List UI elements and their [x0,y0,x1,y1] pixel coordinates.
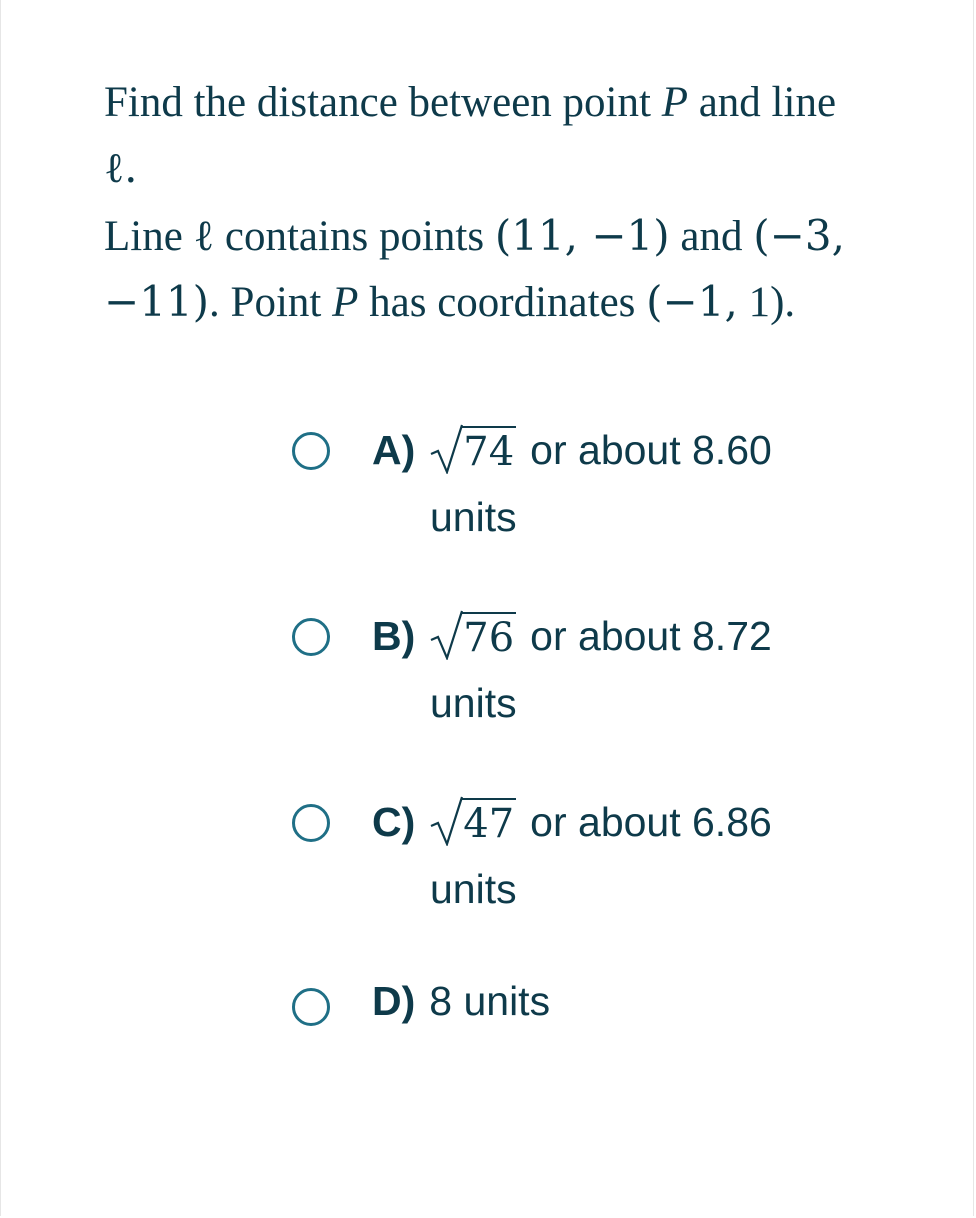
sqrt-expression [429,796,516,846]
choice-letter: A) [372,427,416,473]
question-text [104,70,904,335]
choice-text: or about 8.72 [530,613,772,659]
choice-text: or about 6.86 [530,799,772,845]
point-p-var: P [332,279,359,326]
question-text-part: Find the distance between point [104,79,662,126]
radicand: 74 [461,426,516,474]
question-line-3 [104,203,904,269]
choice-unit: units [430,494,517,540]
choice-unit: units [430,866,517,912]
choice-letter: B) [372,613,416,659]
radicand: 76 [461,612,516,660]
sqrt-icon [429,796,463,846]
sqrt-expression [429,610,516,660]
radio-button[interactable] [292,804,330,842]
sqrt-icon [429,610,463,660]
sqrt-icon [429,424,463,474]
point-p-coordinates-end: 1). [737,279,796,326]
choice-letter: D) [372,978,416,1024]
question-line-4 [104,269,904,335]
radio-button[interactable] [292,432,330,470]
choice-unit: units [430,680,517,726]
point-coordinates-1: (11, −1) [494,211,670,260]
point-p-coordinates: (−1, [646,277,738,326]
question-text-part: and line [687,79,837,126]
radio-button[interactable] [292,618,330,656]
choice-b-line [372,610,772,660]
question-line-2 [104,135,904,201]
choice-text: 8 units [429,978,551,1024]
radio-button[interactable] [292,988,330,1026]
choice-d-line [372,978,550,1025]
choice-a-line [372,424,772,474]
line-l-symbol: ℓ. [104,143,138,192]
choice-letter: C) [372,799,416,845]
question-text-part: has coordinates [358,279,647,326]
point-coordinates-2-end: −11) [104,277,210,326]
point-coordinates-2: (−3, [753,211,845,260]
radicand: 47 [461,798,516,846]
question-text-part: and [669,213,754,260]
sqrt-expression [429,424,516,474]
question-line-1 [104,70,904,135]
point-p-var: P [661,79,688,126]
choice-text: or about 8.60 [530,427,772,473]
question-text-part: Line ℓ contains points [104,213,495,260]
choice-c-line [372,796,772,846]
question-text-part: . Point [209,279,333,326]
